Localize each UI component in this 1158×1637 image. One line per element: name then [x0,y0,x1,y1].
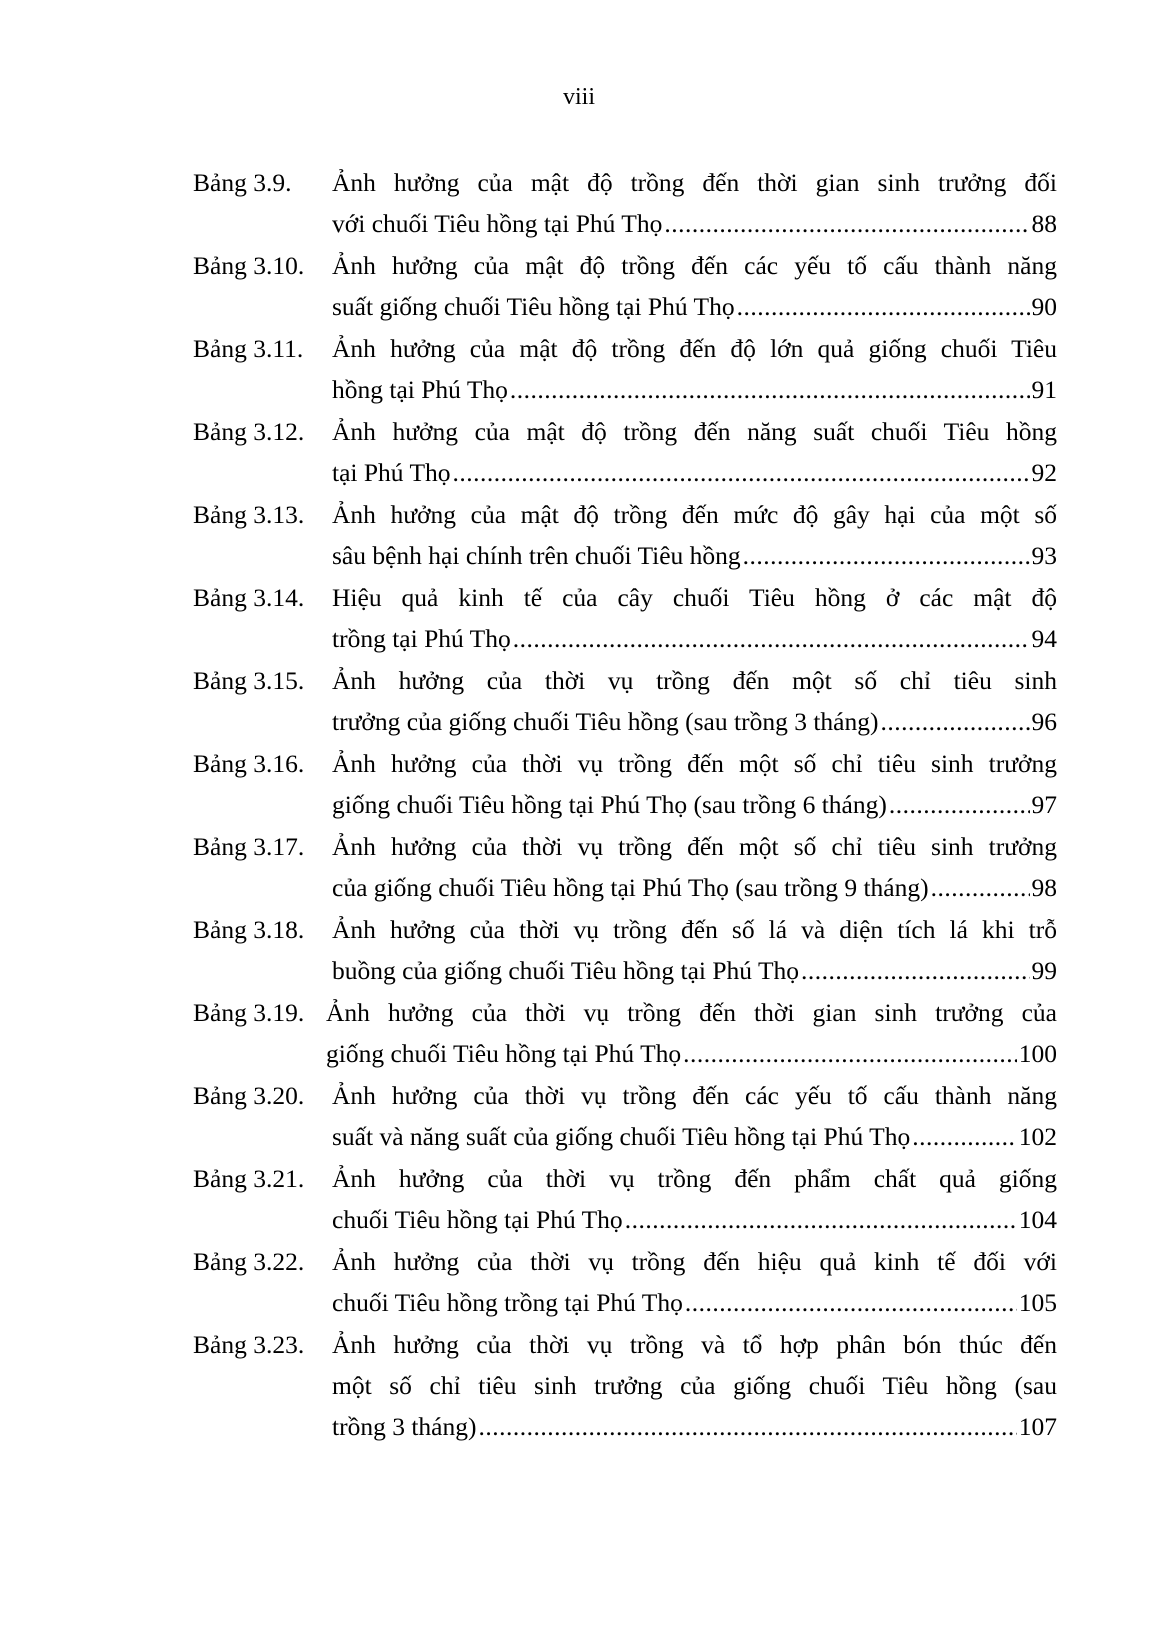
toc-entry-label: Bảng 3.13. [193,500,305,529]
toc-entry-label: Bảng 3.17. [193,832,305,861]
toc-entry-last-line [332,369,1057,410]
toc-entry[interactable] [193,743,1057,825]
toc-entry-label: Bảng 3.23. [193,1330,305,1359]
toc-entry-label: Bảng 3.14. [193,583,305,612]
dot-leader [510,369,1030,410]
toc-entry-title-end: suất giống chuối Tiêu hồng tại Phú Thọ [332,292,735,321]
dot-leader [889,784,1030,825]
toc-entry-title-end: trồng 3 tháng) [332,1412,477,1441]
toc-entry-page-number: 104 [1018,1205,1057,1234]
toc-entry-title-line: Ảnh hưởng của thời vụ trồng đến một số chỉ tiêu sinh trưởng [332,749,1057,778]
toc-entry-label: Bảng 3.10. [193,251,305,280]
toc-entry-title-line: Ảnh hưởng của mật độ trồng đến thời gian sinh trưởng đối [332,168,1057,197]
toc-entry-title-line: Ảnh hưởng của thời vụ trồng đến phẩm chất quả giống [332,1164,1057,1193]
toc-entry-label: Bảng 3.22. [193,1247,305,1276]
toc-entry[interactable] [193,826,1057,908]
toc-entry-last-line [332,867,1057,908]
toc-entry-last-line [332,784,1057,825]
toc-entry-last-line [332,1199,1057,1240]
toc-entry[interactable] [193,1241,1057,1323]
toc-entry-label: Bảng 3.21. [193,1164,305,1193]
toc-entry[interactable] [193,411,1057,493]
toc-entry-title [332,1241,1057,1323]
toc-entry-title-end: sâu bệnh hại chính trên chuối Tiêu hồng [332,541,741,570]
toc-entry[interactable] [193,909,1057,991]
dot-leader [453,452,1030,493]
toc-entry-label: Bảng 3.16. [193,749,305,778]
toc-entry-last-line [332,535,1057,576]
toc-entry-page-number: 100 [1018,1039,1057,1068]
dot-leader [801,950,1029,991]
toc-entry-last-line [332,1406,1057,1447]
dot-leader [737,286,1030,327]
toc-entry-label: Bảng 3.19. [193,998,305,1027]
toc-entry-last-line [332,1282,1057,1323]
dot-leader [880,701,1029,742]
toc-entry[interactable] [193,992,1057,1074]
toc-entry[interactable] [193,494,1057,576]
dot-leader [513,618,1030,659]
toc-entry-page-number: 102 [1018,1122,1057,1151]
toc-entry-page-number: 98 [1031,873,1057,902]
toc-entry-last-line [332,618,1057,659]
toc-entry-title [332,162,1057,244]
toc-entry-title [332,494,1057,576]
dot-leader [683,1033,1017,1074]
toc-entry[interactable] [193,1158,1057,1240]
toc-entry-title [332,411,1057,493]
toc-entry-page-number: 105 [1018,1288,1057,1317]
toc-entry-last-line [332,1116,1057,1157]
toc-entry-title-line: Ảnh hưởng của thời vụ trồng đến một số chỉ tiêu sinh trưởng [332,832,1057,861]
dot-leader [743,535,1030,576]
toc-entry-label: Bảng 3.15. [193,666,305,695]
toc-entry-title [326,992,1057,1074]
toc-entry[interactable] [193,245,1057,327]
toc-entry-title [332,743,1057,825]
toc-entry-last-line [332,286,1057,327]
toc-entry-page-number: 94 [1031,624,1057,653]
toc-entry-title [332,328,1057,410]
toc-entry-page-number: 93 [1031,541,1057,570]
toc-entry-page-number: 90 [1031,292,1057,321]
toc-entry-page-number: 91 [1031,375,1057,404]
toc-entry[interactable] [193,660,1057,742]
toc-entry-title-end: với chuối Tiêu hồng tại Phú Thọ [332,209,663,238]
toc-entry-title-end: suất và năng suất của giống chuối Tiêu hồng tại Phú Thọ [332,1122,911,1151]
toc-entry-label: Bảng 3.11. [193,334,304,363]
toc-entry-last-line [326,1033,1057,1074]
dot-leader [625,1199,1017,1240]
dot-leader [664,203,1029,244]
toc-entry-title-end: trồng tại Phú Thọ [332,624,511,653]
toc-entry-page-number: 88 [1031,209,1057,238]
toc-entry-page-number: 92 [1031,458,1057,487]
toc-entry-title [332,245,1057,327]
toc-entry-label: Bảng 3.20. [193,1081,305,1110]
toc-entry-title-line: Ảnh hưởng của mật độ trồng đến các yếu tố cấu thành năng [332,251,1057,280]
toc-entry-title [332,1158,1057,1240]
toc-entry[interactable] [193,1075,1057,1157]
toc-entry[interactable] [193,328,1057,410]
toc-entry-page-number: 99 [1031,956,1057,985]
toc-entry-page-number: 107 [1018,1412,1057,1441]
toc-entry[interactable] [193,1324,1057,1447]
toc-entry-title [332,1324,1057,1447]
toc-entry-title-line: Ảnh hưởng của thời vụ trồng đến số lá và diện tích lá khi trỗ [332,915,1057,944]
toc-entry-title-line: một số chỉ tiêu sinh trưởng của giống chuối Tiêu hồng (sau [332,1371,1057,1400]
toc-entry-title [332,909,1057,991]
dot-leader [685,1282,1017,1323]
toc-entry-title-line: Ảnh hưởng của mật độ trồng đến độ lớn quả giống chuối Tiêu [332,334,1057,363]
toc-entry-title-end: giống chuối Tiêu hồng tại Phú Thọ (sau trồng 6 tháng) [332,790,887,819]
dot-leader [931,867,1030,908]
toc-entry-page-number: 96 [1031,707,1057,736]
toc-entry[interactable] [193,162,1057,244]
toc-entry-title [332,577,1057,659]
toc-entry-title-line: Ảnh hưởng của mật độ trồng đến mức độ gây hại của một số [332,500,1057,529]
toc-entry-title-end: chuối Tiêu hồng tại Phú Thọ [332,1205,623,1234]
toc-entry-label: Bảng 3.9. [193,168,292,197]
toc-entry-title-line: Ảnh hưởng của mật độ trồng đến năng suất chuối Tiêu hồng [332,417,1057,446]
toc-entry-last-line [332,950,1057,991]
dot-leader [478,1406,1016,1447]
toc-entry-title-line: Ảnh hưởng của thời vụ trồng đến thời gian sinh trưởng của [326,998,1057,1027]
toc-entry-label: Bảng 3.18. [193,915,305,944]
dot-leader [912,1116,1017,1157]
toc-entry-title [332,660,1057,742]
toc-entry-title-end: hồng tại Phú Thọ [332,375,508,404]
toc-entry-last-line [332,701,1057,742]
toc-entry-title-line: Ảnh hưởng của thời vụ trồng đến hiệu quả kinh tế đối với [332,1247,1057,1276]
toc-entry-title [332,826,1057,908]
toc-entry-title-line: Ảnh hưởng của thời vụ trồng đến các yếu tố cấu thành năng [332,1081,1057,1110]
toc-entry-title-end: trưởng của giống chuối Tiêu hồng (sau trồng 3 tháng) [332,707,879,736]
toc-entry-title-end: chuối Tiêu hồng trồng tại Phú Thọ [332,1288,683,1317]
toc-entry-title-end: buồng của giống chuối Tiêu hồng tại Phú Thọ [332,956,800,985]
toc-entry-title-line: Ảnh hưởng của thời vụ trồng và tổ hợp phân bón thúc đến [332,1330,1057,1359]
toc-entry-label: Bảng 3.12. [193,417,305,446]
table-of-contents [193,162,1057,1448]
toc-entry-title-end: tại Phú Thọ [332,458,451,487]
toc-entry-last-line [332,203,1057,244]
toc-entry-title-line: Hiệu quả kinh tế của cây chuối Tiêu hồng ở các mật độ [332,583,1057,612]
toc-entry-title [332,1075,1057,1157]
toc-entry-last-line [332,452,1057,493]
toc-entry-page-number: 97 [1031,790,1057,819]
toc-entry-title-end: của giống chuối Tiêu hồng tại Phú Thọ (sau trồng 9 tháng) [332,873,929,902]
page-number: viii [562,84,595,110]
toc-entry[interactable] [193,577,1057,659]
toc-entry-title-line: Ảnh hưởng của thời vụ trồng đến một số chỉ tiêu sinh [332,666,1057,695]
toc-entry-title-end: giống chuối Tiêu hồng tại Phú Thọ [326,1039,682,1068]
